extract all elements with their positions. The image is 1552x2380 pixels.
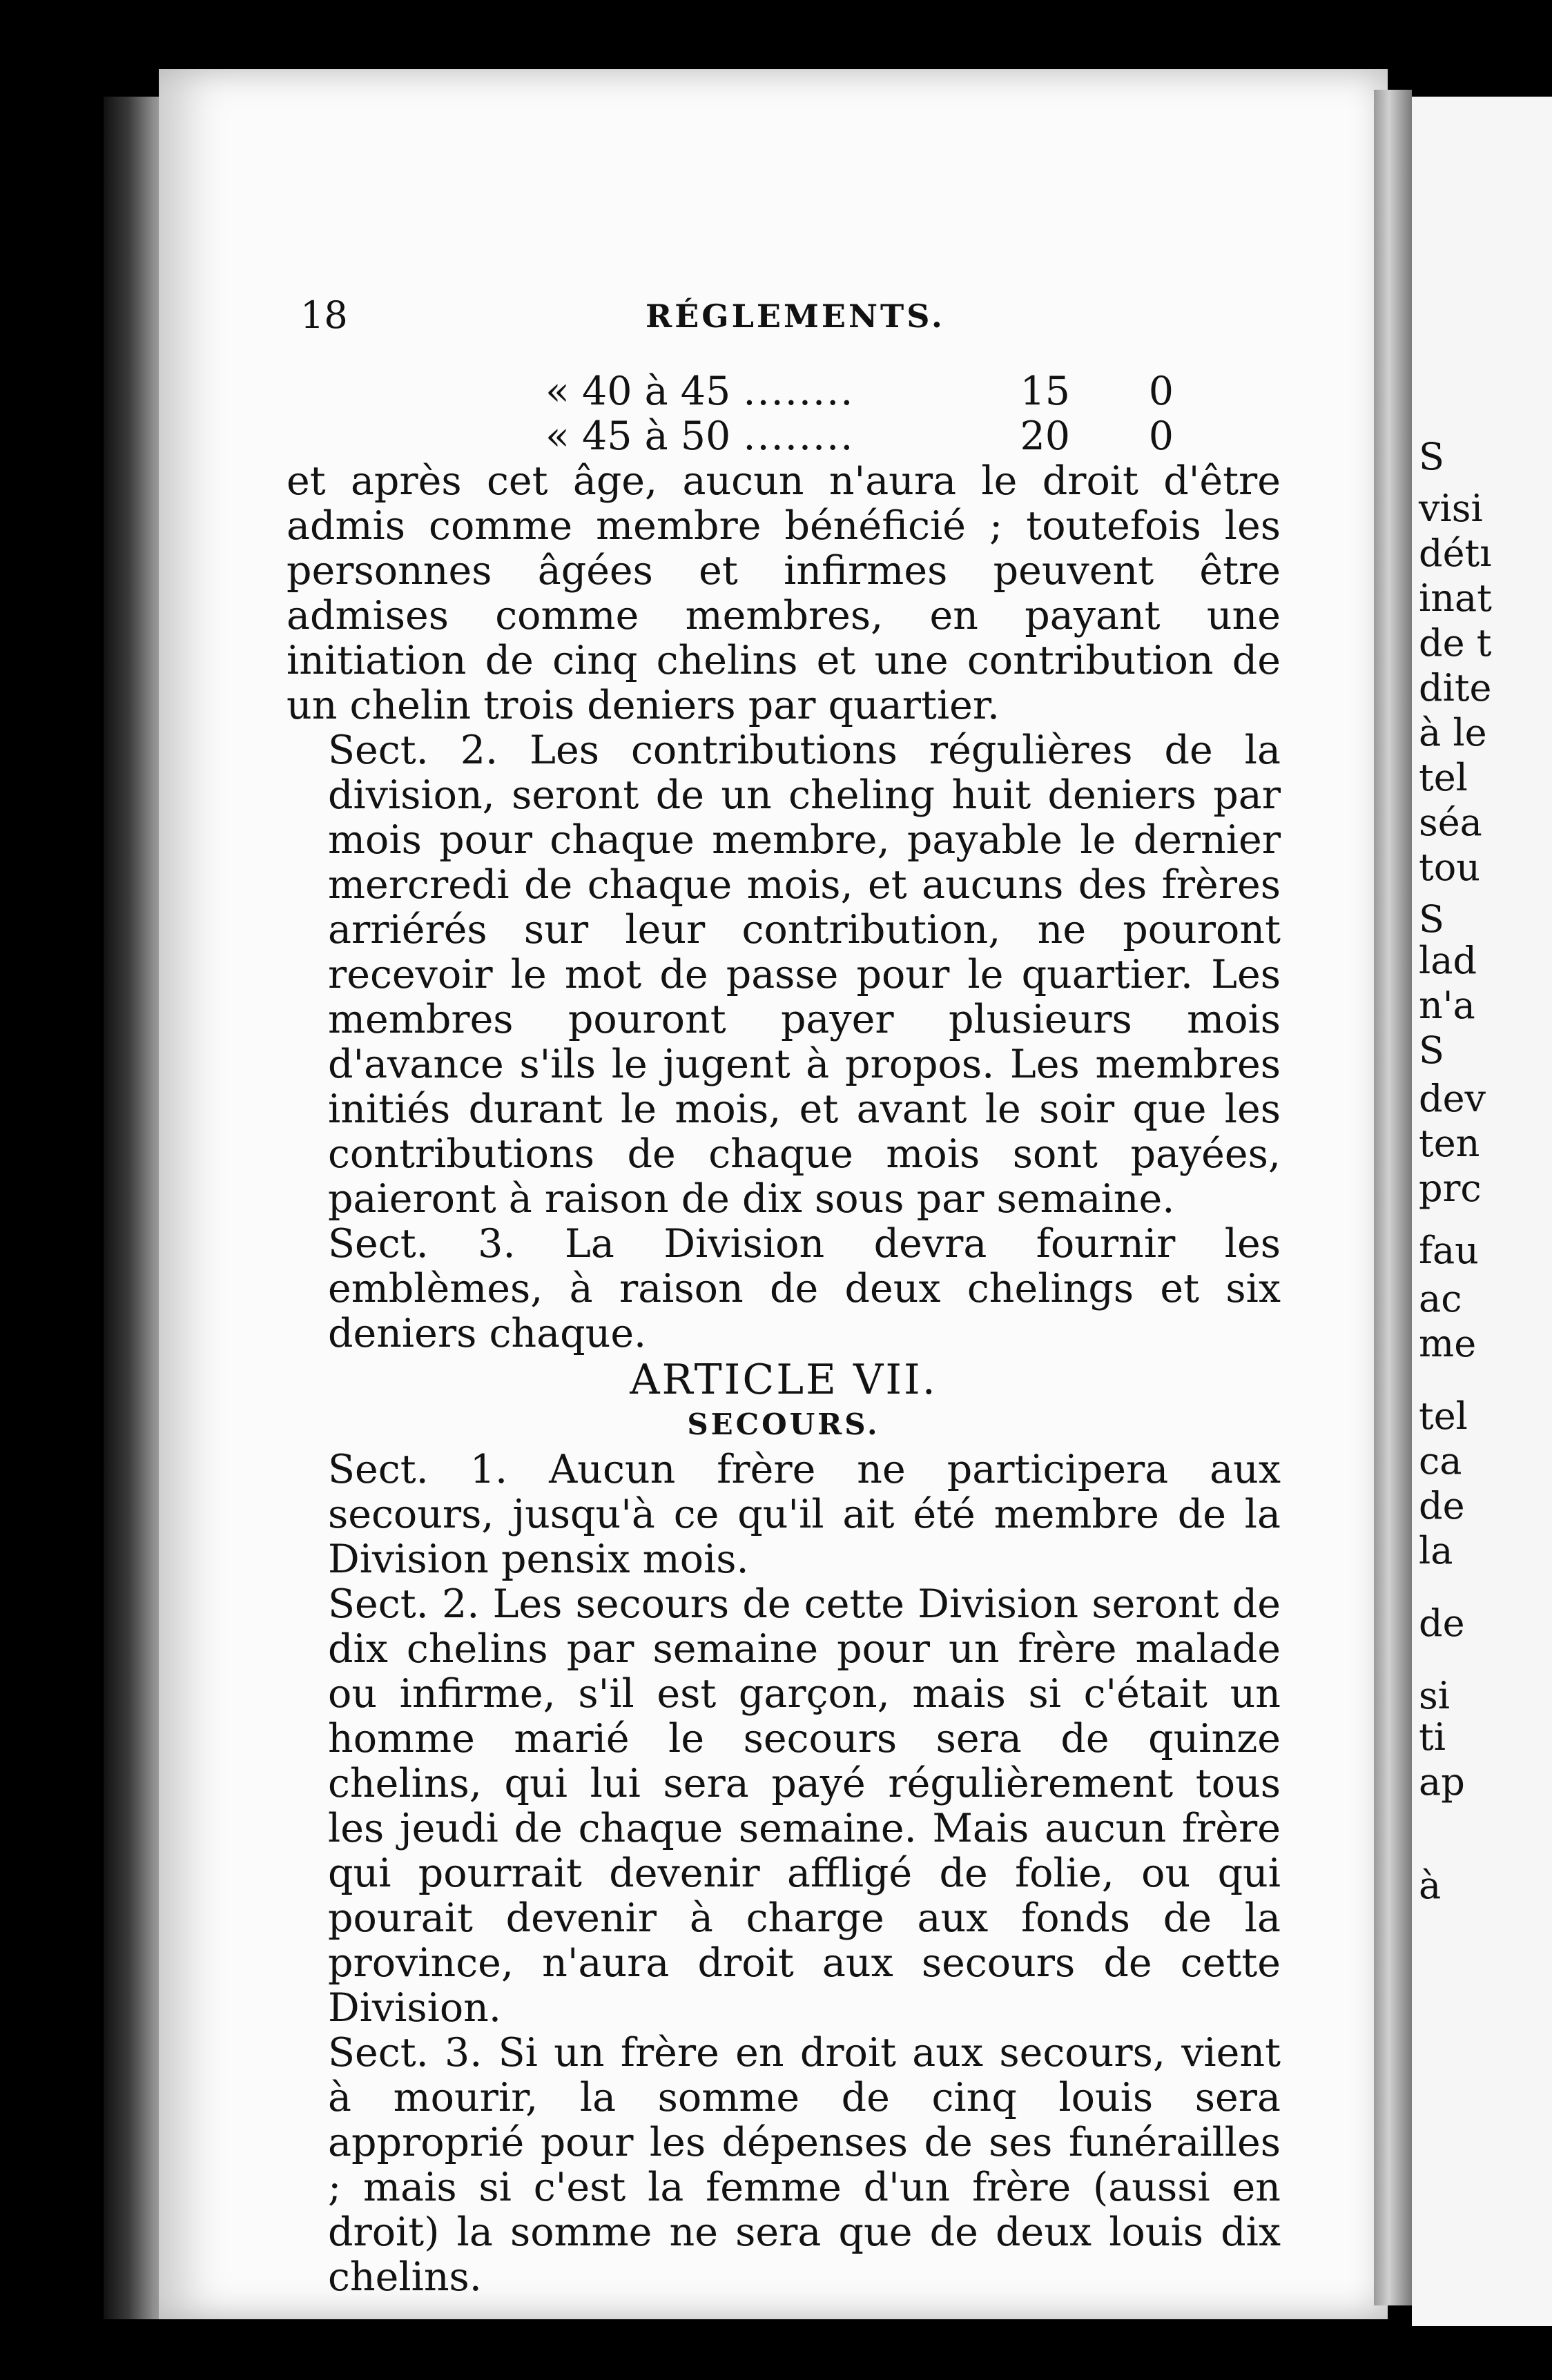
page-edge xyxy=(1374,90,1412,2305)
facing-page-fragment: dev xyxy=(1419,1077,1486,1120)
amount-value: 15 xyxy=(1020,369,1070,414)
header-title: RÉGLEMENTS. xyxy=(646,298,945,335)
facing-page xyxy=(1412,97,1552,2326)
facing-page-fragment: lad xyxy=(1419,939,1477,982)
facing-page-fragment: de xyxy=(1419,1484,1465,1528)
facing-page-fragment: prc xyxy=(1419,1167,1482,1210)
facing-page-fragment: S xyxy=(1419,1028,1444,1072)
facing-page-fragment: ac xyxy=(1419,1277,1462,1320)
facing-page-fragment: détı xyxy=(1419,531,1492,575)
facing-page-fragment: S xyxy=(1419,897,1444,941)
facing-page-fragment: me xyxy=(1419,1322,1477,1365)
facing-page-fragment: ca xyxy=(1419,1439,1462,1483)
facing-page-fragment: ti xyxy=(1419,1715,1446,1759)
table-row xyxy=(287,414,1281,459)
facing-page-fragment: visi xyxy=(1419,487,1483,530)
facing-page-fragment: n'a xyxy=(1419,984,1475,1027)
facing-page-fragment: inat xyxy=(1419,576,1492,620)
facing-page-fragment: séa xyxy=(1419,801,1482,844)
page-body xyxy=(287,369,1281,2300)
facing-page-fragment: si xyxy=(1419,1674,1450,1717)
age-range: « 45 à 50 ........ xyxy=(545,413,855,459)
amount-value: 20 xyxy=(1020,413,1070,459)
paragraph: Sect. 2. Les contributions régulières de la division, seront de un cheling huit deniers par mois pour chaque membre, payable le dernier mercredi de chaque mois, et aucuns des frères arriérés sur leur contribution, ne pouront recevoir le mot de passe pour le quartier. Les membres pouront payer plusieurs mois d'avance s'ils le jugent à propos. Les membres initiés durant le mois, et avant le soir que les contributions de chaque mois sont payées, paieront à raison de dix sous par semaine. xyxy=(328,728,1281,1222)
facing-page-fragment: S xyxy=(1419,435,1444,478)
facing-page-fragment: tou xyxy=(1419,846,1480,889)
facing-page-fragment: ten xyxy=(1419,1122,1480,1165)
article-title: ARTICLE VII. xyxy=(630,1356,938,1404)
facing-page-fragment: fau xyxy=(1419,1229,1479,1272)
facing-page-fragment: tel xyxy=(1419,756,1468,799)
paragraph: Sect. 3. La Division devra fournir les emblèmes, à raison de deux chelings et six deniers chaque. xyxy=(328,1221,1281,1356)
facing-page-fragment: à le xyxy=(1419,711,1487,754)
facing-page-fragment: la xyxy=(1419,1529,1453,1572)
facing-page-fragment: dite xyxy=(1419,666,1492,710)
facing-page-fragment: tel xyxy=(1419,1394,1468,1438)
paragraph: Sect. 1. Aucun frère ne participera aux secours, jusqu'à ce qu'il ait été membre de la Division pensix mois. xyxy=(328,1447,1281,1582)
amount-value: 0 xyxy=(1148,369,1174,414)
facing-page-fragment: de xyxy=(1419,1601,1465,1645)
table-row xyxy=(287,369,1281,414)
facing-page-fragment: ap xyxy=(1419,1760,1465,1804)
paragraph: Sect. 2. Les secours de cette Division seront de dix chelins par semaine pour un frère malade ou infirme, s'il est garçon, mais si c'était un homme marié le secours sera de quinze chelins, qui lui sera payé régulièrement tous les jeudi de chaque semaine. Mais aucun frère qui pourrait devenir affligé de folie, ou qui pourait devenir à charge aux fonds de la province, n'aura droit aux secours de cette Division. xyxy=(328,1581,1281,2031)
amount-value: 0 xyxy=(1148,413,1174,459)
paragraph: Sect. 3. Si un frère en droit aux secours, vient à mourir, la somme de cinq louis sera approprié pour les dépenses de ses funérailles ; mais si c'est la femme d'un frère (aussi en droit) la somme ne sera que de deux louis dix chelins. xyxy=(328,2030,1281,2300)
facing-page-fragment: à xyxy=(1419,1864,1442,1907)
section-title: SECOURS. xyxy=(687,1407,880,1441)
paragraph: et après cet âge, aucun n'aura le droit d'être admis comme membre bénéficié ; toutefois les personnes âgées et infirmes peuvent être admises comme membres, en payant une initiation de cinq chelins et une contribution de un chelin trois deniers par quartier. xyxy=(287,458,1281,728)
page-number: 18 xyxy=(300,293,348,337)
running-header xyxy=(300,293,1281,342)
age-range: « 40 à 45 ........ xyxy=(545,369,855,414)
facing-page-fragment: de t xyxy=(1419,621,1492,665)
